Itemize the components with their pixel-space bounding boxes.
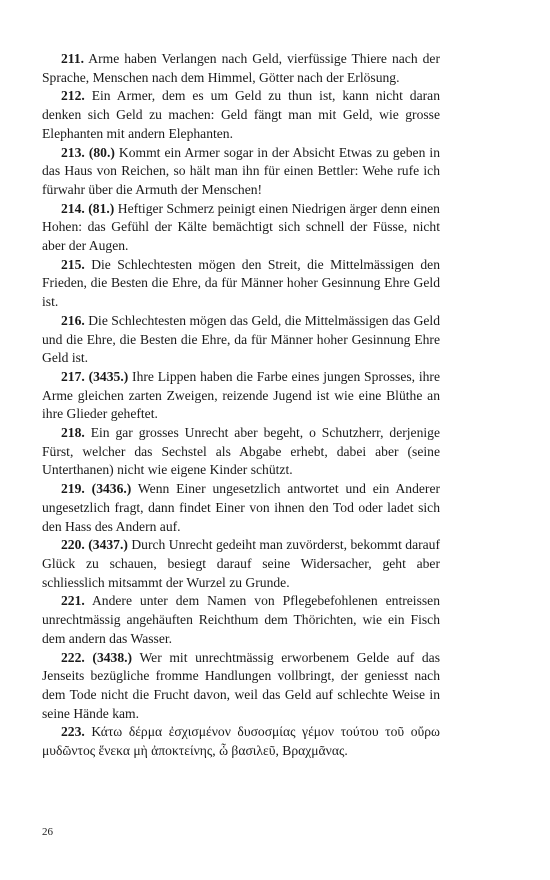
entry-text: Κάτω δέρμα ἐσχισμένον δυσοσμίας γέμον τούτου τοῦ οὔρω μυδῶντος ἕνεκα μὴ ἀποκτείνης, ὦ βασιλεῦ, Βραχμᾶνας.	[42, 724, 440, 759]
entry-number: 217.	[61, 368, 85, 384]
entry-223	[42, 723, 440, 760]
entry-text: Die Schlechtesten mögen den Streit, die Mittelmässigen den Frieden, die Besten die Ehre, da für Männer hoher Gesinnung Ehre Geld ist.	[42, 256, 440, 310]
entry-211	[42, 50, 440, 87]
entry-reference: (3438.)	[84, 649, 133, 665]
entry-reference: (81.)	[84, 200, 115, 216]
entry-216	[42, 312, 440, 368]
page-number: 26	[42, 826, 53, 838]
entry-214	[42, 200, 440, 256]
entry-218	[42, 424, 440, 480]
entry-number: 213.	[61, 144, 85, 160]
entry-text: Die Schlechtesten mögen das Geld, die Mittelmässigen das Geld und die Ehre, die Besten die Ehre, da für Männer hoher Gesinnung Ehre Geld ist.	[42, 312, 440, 366]
entry-reference: (3435.)	[84, 368, 129, 384]
entry-number: 223.	[61, 724, 85, 740]
entry-220	[42, 536, 440, 592]
page-body	[42, 50, 440, 761]
entry-number: 216.	[61, 312, 85, 328]
entry-213	[42, 144, 440, 200]
entry-number: 221.	[61, 593, 85, 609]
entry-221	[42, 592, 440, 648]
entry-text: Ihre Lippen haben die Farbe eines jungen Sprosses, ihre Arme gleichen zarten Zweigen, reizende Jugend ist wie eine Blüthe an ihre Glieder geheftet.	[42, 368, 440, 422]
entry-number: 219.	[61, 481, 85, 497]
entry-text: Arme haben Verlangen nach Geld, vierfüssige Thiere nach der Sprache, Menschen nach dem Himmel, Götter nach der Erlösung.	[42, 51, 440, 85]
entry-reference: (3436.)	[84, 481, 132, 497]
entry-text: Wenn Einer ungesetzlich antwortet und ein Anderer ungesetzlich fragt, dann findet Einer von ihnen den Tod oder ladet sich den Hass des Andern auf.	[42, 481, 440, 534]
entry-number: 214.	[61, 200, 85, 216]
entry-number: 218.	[61, 425, 85, 441]
entry-text: Ein Armer, dem es um Geld zu thun ist, kann nicht daran denken sich Geld zu machen: Geld fängt man mit Geld, wie grosse Elephanten mit andern Elephanten.	[42, 88, 440, 141]
entry-number: 215.	[61, 256, 85, 272]
entry-text: Heftiger Schmerz peinigt einen Niedrigen ärger denn einen Hohen: das Gefühl der Kälte bemächtigt sich schnell der Füsse, nicht aber der Augen.	[42, 200, 440, 254]
entry-215	[42, 256, 440, 312]
entry-219	[42, 480, 440, 536]
entry-text: Durch Unrecht gedeiht man zuvörderst, bekommt darauf Glück zu schauen, besiegt darauf seine Widersacher, geht aber schliesslich mitsammt der Wurzel zu Grunde.	[42, 537, 440, 590]
entry-text: Kommt ein Armer sogar in der Absicht Etwas zu geben in das Haus von Reichen, so hält man ihn für einen Bettler: Wehe rufe ich fürwahr über die Armuth der Menschen!	[42, 144, 440, 197]
entry-text: Wer mit unrechtmässig erworbenem Gelde auf das Jenseits bezügliche fromme Handlungen vollbringt, der geniesst nach dem Tode nicht die Frucht davon, weil das Geld auf schlechte Weise in seine Hände kam.	[42, 649, 440, 721]
entry-number: 222.	[61, 649, 85, 665]
entry-217	[42, 368, 440, 424]
entry-text: Ein gar grosses Unrecht aber begeht, o Schutzherr, derjenige Fürst, welcher das Sechstel als Abgabe erhebt, dabei aber (seine Unterthanen) nicht wie eigene Kinder schützt.	[42, 425, 440, 478]
entry-text: Andere unter dem Namen von Pflegebefohlenen entreissen unrechtmässig angehäuften Reichthum dem Thörichten, wie ein Fisch dem andern das Wasser.	[42, 593, 440, 646]
entry-reference: (80.)	[84, 144, 115, 160]
entry-number: 211.	[61, 51, 85, 66]
entry-reference: (3437.)	[84, 537, 128, 553]
entry-number: 212.	[61, 88, 85, 104]
entry-number: 220.	[61, 537, 85, 553]
entry-222	[42, 649, 440, 724]
entry-212	[42, 87, 440, 143]
